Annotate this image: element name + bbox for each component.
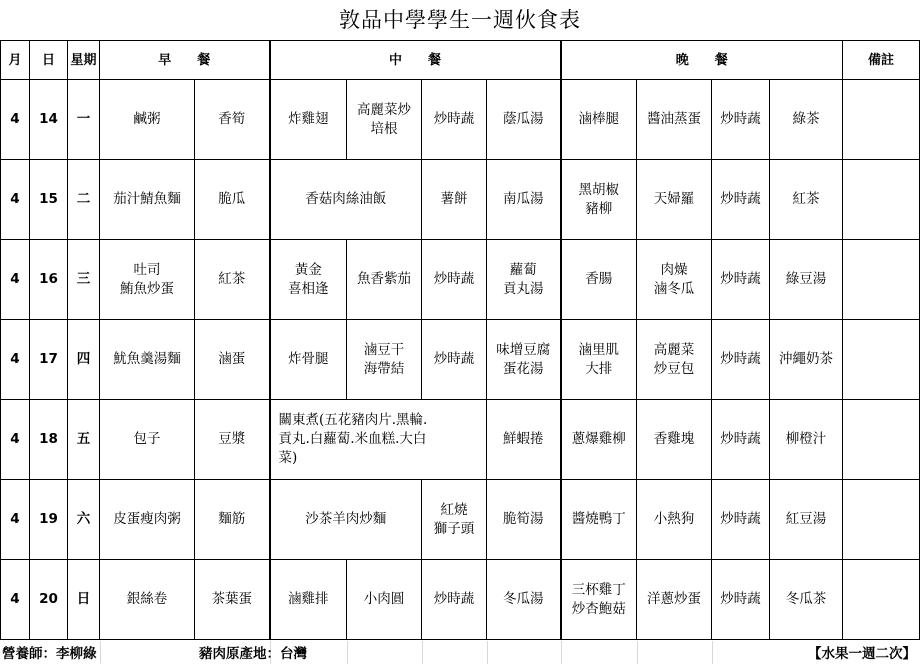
month-cell: 4 [1,160,30,240]
weekday-cell: 五 [68,400,100,480]
lunch-item-cell: 香菇肉絲油飯 [270,160,422,240]
menu-body [1,80,920,640]
dinner-item-cell: 柳橙汁 [770,400,843,480]
dinner-item-cell: 紅豆湯 [770,480,843,560]
month-header: 月 [1,41,30,80]
menu-table [0,40,920,640]
notes-cell [843,320,920,400]
breakfast-side-cell: 茶葉蛋 [195,560,270,640]
fruit-note: 【水果一週二次】 [808,646,916,662]
breakfast-main-cell: 皮蛋瘦肉粥 [100,480,195,560]
weekday-cell: 二 [68,160,100,240]
day-header: 日 [30,41,68,80]
month-cell: 4 [1,560,30,640]
footer [0,641,920,664]
lunch-item-cell: 炸雞翅 [270,80,347,160]
dinner-item-cell: 香雞塊 [637,400,712,480]
dinner-item-cell: 肉燥 滷冬瓜 [637,240,712,320]
lunch-item-cell: 滷雞排 [270,560,347,640]
lunch-item-cell: 味增豆腐 蛋花湯 [487,320,561,400]
day-cell: 15 [30,160,68,240]
day-cell: 19 [30,480,68,560]
page-title: 敦品中學學生一週伙食表 [339,8,581,32]
weekday-cell: 六 [68,480,100,560]
table-row [1,160,920,240]
dinner-item-cell: 洋蔥炒蛋 [637,560,712,640]
table-row [1,400,920,480]
breakfast-side-cell: 豆漿 [195,400,270,480]
day-cell: 18 [30,400,68,480]
weekday-cell: 一 [68,80,100,160]
table-row [1,480,920,560]
table-row [1,560,920,640]
dinner-item-cell: 蔥爆雞柳 [561,400,637,480]
weekday-cell: 三 [68,240,100,320]
dinner-item-cell: 高麗菜 炒豆包 [637,320,712,400]
dinner-item-cell: 炒時蔬 [712,560,770,640]
header-row [1,41,920,80]
breakfast-main-cell: 鹹粥 [100,80,195,160]
dinner-item-cell: 冬瓜茶 [770,560,843,640]
notes-cell [843,160,920,240]
dinner-item-cell: 炒時蔬 [712,320,770,400]
dinner-item-cell: 紅茶 [770,160,843,240]
breakfast-main-cell: 吐司 鮪魚炒蛋 [100,240,195,320]
month-cell: 4 [1,480,30,560]
lunch-item-cell: 炒時蔬 [422,80,487,160]
lunch-item-cell: 脆筍湯 [487,480,561,560]
pork-origin-label: 豬肉原產地：台灣 [199,646,307,662]
dinner-item-cell: 炒時蔬 [712,80,770,160]
notes-cell [843,560,920,640]
breakfast-main-cell: 銀絲卷 [100,560,195,640]
lunch-item-cell: 關東煮(五花豬肉片.黑輪. 貢丸.白蘿蔔.米血糕.大白 菜) [270,400,487,480]
weekday-cell: 日 [68,560,100,640]
lunch-item-cell: 炸骨腿 [270,320,347,400]
day-cell: 20 [30,560,68,640]
breakfast-side-cell: 香筍 [195,80,270,160]
weekday-cell: 四 [68,320,100,400]
dinner-item-cell: 香腸 [561,240,637,320]
dinner-item-cell: 小熱狗 [637,480,712,560]
day-cell: 14 [30,80,68,160]
dinner-item-cell: 炒時蔬 [712,160,770,240]
lunch-item-cell: 冬瓜湯 [487,560,561,640]
breakfast-main-cell: 魷魚羹湯麵 [100,320,195,400]
lunch-item-cell: 鮮蝦捲 [487,400,561,480]
dinner-item-cell: 綠茶 [770,80,843,160]
breakfast-header: 早 餐 [100,41,270,80]
lunch-item-cell: 南瓜湯 [487,160,561,240]
lunch-item-cell: 高麗菜炒 培根 [347,80,422,160]
notes-cell [843,480,920,560]
breakfast-side-cell: 麵筋 [195,480,270,560]
breakfast-side-cell: 紅茶 [195,240,270,320]
lunch-item-cell: 沙茶羊肉炒麵 [270,480,422,560]
lunch-item-cell: 黃金 喜相逢 [270,240,347,320]
lunch-item-cell: 蘿蔔 貢丸湯 [487,240,561,320]
dinner-item-cell: 黑胡椒 豬柳 [561,160,637,240]
lunch-item-cell: 炒時蔬 [422,240,487,320]
lunch-item-cell: 紅燒 獅子頭 [422,480,487,560]
notes-cell [843,400,920,480]
lunch-item-cell: 炒時蔬 [422,560,487,640]
dinner-item-cell: 天婦羅 [637,160,712,240]
month-cell: 4 [1,80,30,160]
breakfast-main-cell: 茄汁鯖魚麵 [100,160,195,240]
dinner-item-cell: 沖繩奶茶 [770,320,843,400]
weekday-header: 星期 [68,41,100,80]
notes-header: 備註 [843,41,920,80]
dinner-item-cell: 滷里肌 大排 [561,320,637,400]
breakfast-main-cell: 包子 [100,400,195,480]
lunch-item-cell: 炒時蔬 [422,320,487,400]
table-row [1,80,920,160]
dinner-item-cell: 醬油蒸蛋 [637,80,712,160]
lunch-item-cell: 小肉圓 [347,560,422,640]
lunch-header: 中 餐 [270,41,561,80]
lunch-item-cell: 滷豆干 海帶結 [347,320,422,400]
lunch-item-cell: 薯餅 [422,160,487,240]
table-row [1,320,920,400]
dinner-item-cell: 炒時蔬 [712,240,770,320]
lunch-item-cell: 魚香紫茄 [347,240,422,320]
dinner-item-cell: 三杯雞丁 炒杏鮑菇 [561,560,637,640]
notes-cell [843,240,920,320]
month-cell: 4 [1,320,30,400]
nutritionist-label: 營養師：李柳綠 [2,646,97,662]
notes-cell [843,80,920,160]
day-cell: 17 [30,320,68,400]
table-row [1,240,920,320]
breakfast-side-cell: 滷蛋 [195,320,270,400]
month-cell: 4 [1,400,30,480]
dinner-item-cell: 炒時蔬 [712,480,770,560]
dinner-item-cell: 炒時蔬 [712,400,770,480]
dinner-item-cell: 滷棒腿 [561,80,637,160]
dinner-item-cell: 綠豆湯 [770,240,843,320]
breakfast-side-cell: 脆瓜 [195,160,270,240]
dinner-item-cell: 醬燒鴨丁 [561,480,637,560]
dinner-header: 晚 餐 [561,41,843,80]
lunch-item-cell: 蔭瓜湯 [487,80,561,160]
day-cell: 16 [30,240,68,320]
month-cell: 4 [1,240,30,320]
